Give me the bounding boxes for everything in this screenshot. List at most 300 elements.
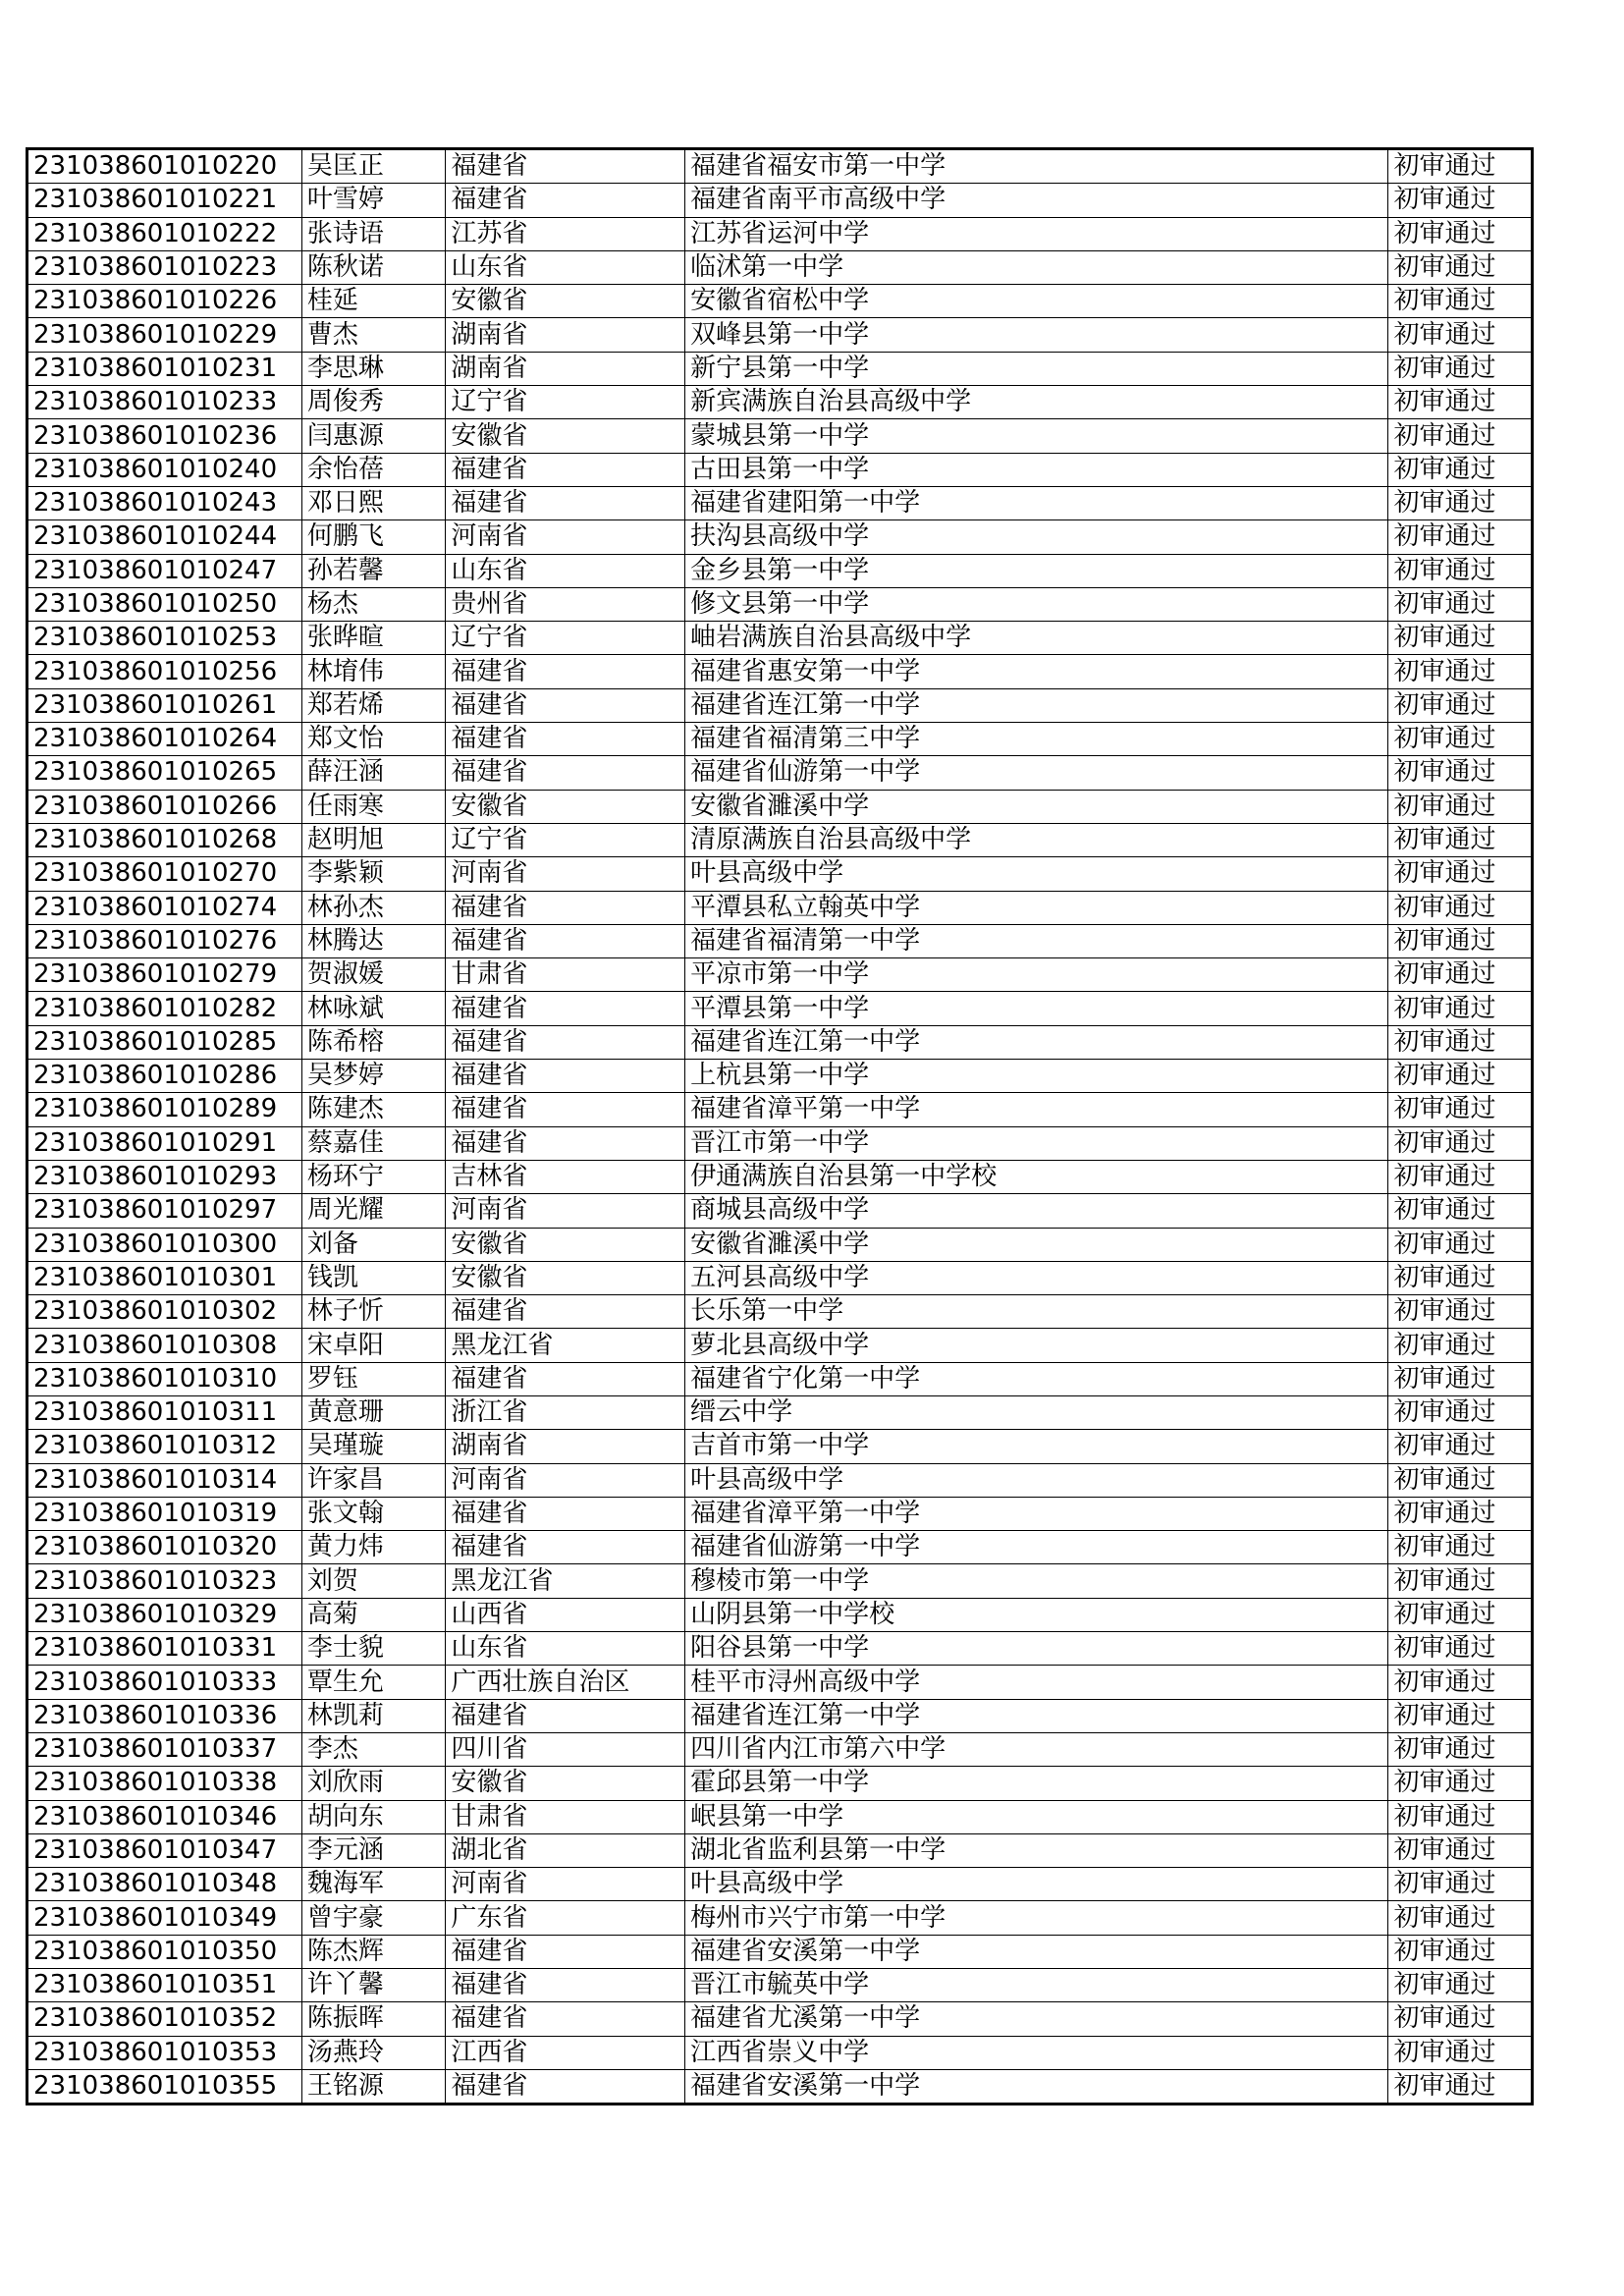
candidate-name-cell: 吴匡正 <box>301 149 445 184</box>
table-row <box>27 1261 1533 1294</box>
candidate-id-cell: 231038601010261 <box>27 688 302 722</box>
candidate-id-cell: 231038601010266 <box>27 790 302 823</box>
table-row <box>27 352 1533 385</box>
candidate-name-cell: 李紫颖 <box>301 857 445 891</box>
review-status-cell: 初审通过 <box>1388 1261 1533 1294</box>
school-cell: 福建省安溪第一中学 <box>685 2069 1388 2104</box>
candidate-id-cell: 231038601010233 <box>27 386 302 419</box>
candidate-id-cell: 231038601010244 <box>27 520 302 554</box>
review-status-cell: 初审通过 <box>1388 149 1533 184</box>
candidate-name-cell: 林腾达 <box>301 924 445 957</box>
school-cell: 清原满族自治县高级中学 <box>685 823 1388 856</box>
roster-table <box>26 147 1534 2105</box>
table-row <box>27 1800 1533 1833</box>
table-row <box>27 386 1533 419</box>
province-cell: 山东省 <box>446 250 685 284</box>
province-cell: 湖南省 <box>446 352 685 385</box>
province-cell: 山西省 <box>446 1598 685 1631</box>
school-cell: 梅州市兴宁市第一中学 <box>685 1901 1388 1935</box>
table-row <box>27 1935 1533 1968</box>
province-cell: 辽宁省 <box>446 823 685 856</box>
candidate-id-cell: 231038601010293 <box>27 1160 302 1193</box>
review-status-cell: 初审通过 <box>1388 958 1533 992</box>
province-cell: 福建省 <box>446 2002 685 2036</box>
province-cell: 山东省 <box>446 554 685 587</box>
province-cell: 安徽省 <box>446 1228 685 1261</box>
candidate-name-cell: 魏海军 <box>301 1868 445 1901</box>
candidate-name-cell: 陈振晖 <box>301 2002 445 2036</box>
review-status-cell: 初审通过 <box>1388 520 1533 554</box>
candidate-id-cell: 231038601010229 <box>27 318 302 352</box>
candidate-id-cell: 231038601010349 <box>27 1901 302 1935</box>
table-row <box>27 655 1533 688</box>
review-status-cell: 初审通过 <box>1388 1969 1533 2002</box>
review-status-cell: 初审通过 <box>1388 217 1533 250</box>
candidate-id-cell: 231038601010243 <box>27 486 302 519</box>
table-row <box>27 1531 1533 1564</box>
school-cell: 安徽省濉溪中学 <box>685 790 1388 823</box>
candidate-id-cell: 231038601010253 <box>27 622 302 655</box>
review-status-cell: 初审通过 <box>1388 1598 1533 1631</box>
province-cell: 浙江省 <box>446 1395 685 1429</box>
province-cell: 福建省 <box>446 1497 685 1530</box>
school-cell: 岫岩满族自治县高级中学 <box>685 622 1388 655</box>
province-cell: 福建省 <box>446 1060 685 1093</box>
province-cell: 河南省 <box>446 1463 685 1497</box>
school-cell: 福建省连江第一中学 <box>685 1025 1388 1059</box>
roster-sheet <box>26 147 1534 2105</box>
table-row <box>27 958 1533 992</box>
candidate-name-cell: 杨杰 <box>301 587 445 621</box>
table-row <box>27 2002 1533 2036</box>
candidate-id-cell: 231038601010347 <box>27 1833 302 1867</box>
candidate-name-cell: 贺淑媛 <box>301 958 445 992</box>
candidate-name-cell: 叶雪婷 <box>301 184 445 217</box>
review-status-cell: 初审通过 <box>1388 857 1533 891</box>
school-cell: 福建省仙游第一中学 <box>685 756 1388 790</box>
candidate-name-cell: 余怡蓓 <box>301 453 445 486</box>
candidate-name-cell: 张诗语 <box>301 217 445 250</box>
candidate-id-cell: 231038601010279 <box>27 958 302 992</box>
province-cell: 福建省 <box>446 1295 685 1329</box>
school-cell: 新宁县第一中学 <box>685 352 1388 385</box>
candidate-id-cell: 231038601010355 <box>27 2069 302 2104</box>
candidate-name-cell: 赵明旭 <box>301 823 445 856</box>
province-cell: 福建省 <box>446 1093 685 1126</box>
school-cell: 商城县高级中学 <box>685 1194 1388 1228</box>
candidate-id-cell: 231038601010308 <box>27 1329 302 1362</box>
school-cell: 双峰县第一中学 <box>685 318 1388 352</box>
candidate-id-cell: 231038601010352 <box>27 2002 302 2036</box>
province-cell: 甘肃省 <box>446 1800 685 1833</box>
school-cell: 叶县高级中学 <box>685 857 1388 891</box>
school-cell: 上杭县第一中学 <box>685 1060 1388 1093</box>
review-status-cell: 初审通过 <box>1388 1295 1533 1329</box>
candidate-id-cell: 231038601010220 <box>27 149 302 184</box>
candidate-id-cell: 231038601010348 <box>27 1868 302 1901</box>
table-row <box>27 1430 1533 1463</box>
candidate-id-cell: 231038601010250 <box>27 587 302 621</box>
province-cell: 福建省 <box>446 924 685 957</box>
review-status-cell: 初审通过 <box>1388 1126 1533 1160</box>
candidate-id-cell: 231038601010222 <box>27 217 302 250</box>
province-cell: 福建省 <box>446 891 685 924</box>
school-cell: 江苏省运河中学 <box>685 217 1388 250</box>
province-cell: 福建省 <box>446 453 685 486</box>
school-cell: 金乡县第一中学 <box>685 554 1388 587</box>
province-cell: 福建省 <box>446 688 685 722</box>
school-cell: 叶县高级中学 <box>685 1463 1388 1497</box>
review-status-cell: 初审通过 <box>1388 1025 1533 1059</box>
school-cell: 福建省惠安第一中学 <box>685 655 1388 688</box>
review-status-cell: 初审通过 <box>1388 1395 1533 1429</box>
candidate-id-cell: 231038601010338 <box>27 1767 302 1800</box>
table-row <box>27 587 1533 621</box>
table-row <box>27 285 1533 318</box>
review-status-cell: 初审通过 <box>1388 1564 1533 1598</box>
candidate-name-cell: 高菊 <box>301 1598 445 1631</box>
school-cell: 福建省福安市第一中学 <box>685 149 1388 184</box>
review-status-cell: 初审通过 <box>1388 891 1533 924</box>
review-status-cell: 初审通过 <box>1388 790 1533 823</box>
table-row <box>27 1463 1533 1497</box>
school-cell: 叶县高级中学 <box>685 1868 1388 1901</box>
candidate-id-cell: 231038601010331 <box>27 1632 302 1666</box>
school-cell: 山阴县第一中学校 <box>685 1598 1388 1631</box>
table-row <box>27 924 1533 957</box>
table-row <box>27 1093 1533 1126</box>
table-row <box>27 1060 1533 1093</box>
candidate-id-cell: 231038601010314 <box>27 1463 302 1497</box>
candidate-id-cell: 231038601010226 <box>27 285 302 318</box>
candidate-id-cell: 231038601010223 <box>27 250 302 284</box>
review-status-cell: 初审通过 <box>1388 655 1533 688</box>
candidate-name-cell: 李士貌 <box>301 1632 445 1666</box>
table-row <box>27 2069 1533 2104</box>
table-row <box>27 756 1533 790</box>
province-cell: 吉林省 <box>446 1160 685 1193</box>
province-cell: 河南省 <box>446 520 685 554</box>
table-row <box>27 1564 1533 1598</box>
table-row <box>27 318 1533 352</box>
review-status-cell: 初审通过 <box>1388 1868 1533 1901</box>
candidate-name-cell: 任雨寒 <box>301 790 445 823</box>
candidate-name-cell: 罗钰 <box>301 1362 445 1395</box>
candidate-id-cell: 231038601010350 <box>27 1935 302 1968</box>
candidate-name-cell: 张晔暄 <box>301 622 445 655</box>
province-cell: 福建省 <box>446 2069 685 2104</box>
table-row <box>27 1362 1533 1395</box>
province-cell: 广西壮族自治区 <box>446 1666 685 1699</box>
table-row <box>27 688 1533 722</box>
candidate-id-cell: 231038601010256 <box>27 655 302 688</box>
province-cell: 安徽省 <box>446 419 685 453</box>
candidate-id-cell: 231038601010236 <box>27 419 302 453</box>
table-row <box>27 891 1533 924</box>
province-cell: 辽宁省 <box>446 386 685 419</box>
candidate-id-cell: 231038601010353 <box>27 2036 302 2069</box>
province-cell: 福建省 <box>446 723 685 756</box>
table-row <box>27 1497 1533 1530</box>
school-cell: 平凉市第一中学 <box>685 958 1388 992</box>
candidate-name-cell: 李思琳 <box>301 352 445 385</box>
table-row <box>27 1395 1533 1429</box>
candidate-name-cell: 薛汪涵 <box>301 756 445 790</box>
school-cell: 福建省福清第一中学 <box>685 924 1388 957</box>
candidate-name-cell: 刘贺 <box>301 1564 445 1598</box>
candidate-name-cell: 陈建杰 <box>301 1093 445 1126</box>
table-row <box>27 554 1533 587</box>
province-cell: 福建省 <box>446 1531 685 1564</box>
candidate-name-cell: 许丫馨 <box>301 1969 445 2002</box>
province-cell: 福建省 <box>446 1362 685 1395</box>
province-cell: 福建省 <box>446 1699 685 1732</box>
province-cell: 甘肃省 <box>446 958 685 992</box>
review-status-cell: 初审通过 <box>1388 2002 1533 2036</box>
review-status-cell: 初审通过 <box>1388 1767 1533 1800</box>
table-row <box>27 250 1533 284</box>
candidate-id-cell: 231038601010274 <box>27 891 302 924</box>
school-cell: 福建省福清第三中学 <box>685 723 1388 756</box>
candidate-name-cell: 吴梦婷 <box>301 1060 445 1093</box>
candidate-id-cell: 231038601010297 <box>27 1194 302 1228</box>
review-status-cell: 初审通过 <box>1388 1901 1533 1935</box>
candidate-name-cell: 郑若烯 <box>301 688 445 722</box>
school-cell: 穆棱市第一中学 <box>685 1564 1388 1598</box>
candidate-id-cell: 231038601010247 <box>27 554 302 587</box>
review-status-cell: 初审通过 <box>1388 992 1533 1025</box>
table-row <box>27 1329 1533 1362</box>
province-cell: 福建省 <box>446 992 685 1025</box>
candidate-id-cell: 231038601010346 <box>27 1800 302 1833</box>
candidate-id-cell: 231038601010240 <box>27 453 302 486</box>
table-row <box>27 453 1533 486</box>
review-status-cell: 初审通过 <box>1388 352 1533 385</box>
table-row <box>27 1632 1533 1666</box>
table-row <box>27 1025 1533 1059</box>
province-cell: 江苏省 <box>446 217 685 250</box>
candidate-name-cell: 黄力炜 <box>301 1531 445 1564</box>
province-cell: 四川省 <box>446 1732 685 1766</box>
review-status-cell: 初审通过 <box>1388 1699 1533 1732</box>
province-cell: 福建省 <box>446 1126 685 1160</box>
candidate-name-cell: 闫惠源 <box>301 419 445 453</box>
candidate-name-cell: 黄意珊 <box>301 1395 445 1429</box>
school-cell: 平潭县第一中学 <box>685 992 1388 1025</box>
school-cell: 湖北省监利县第一中学 <box>685 1833 1388 1867</box>
candidate-id-cell: 231038601010282 <box>27 992 302 1025</box>
school-cell: 四川省内江市第六中学 <box>685 1732 1388 1766</box>
candidate-name-cell: 刘备 <box>301 1228 445 1261</box>
review-status-cell: 初审通过 <box>1388 688 1533 722</box>
candidate-id-cell: 231038601010323 <box>27 1564 302 1598</box>
school-cell: 福建省建阳第一中学 <box>685 486 1388 519</box>
review-status-cell: 初审通过 <box>1388 1497 1533 1530</box>
province-cell: 福建省 <box>446 655 685 688</box>
candidate-id-cell: 231038601010302 <box>27 1295 302 1329</box>
province-cell: 贵州省 <box>446 587 685 621</box>
candidate-name-cell: 吴瑾璇 <box>301 1430 445 1463</box>
candidate-id-cell: 231038601010310 <box>27 1362 302 1395</box>
candidate-name-cell: 林孙杰 <box>301 891 445 924</box>
candidate-name-cell: 何鹏飞 <box>301 520 445 554</box>
review-status-cell: 初审通过 <box>1388 453 1533 486</box>
candidate-id-cell: 231038601010312 <box>27 1430 302 1463</box>
review-status-cell: 初审通过 <box>1388 386 1533 419</box>
review-status-cell: 初审通过 <box>1388 756 1533 790</box>
candidate-name-cell: 张文翰 <box>301 1497 445 1530</box>
candidate-name-cell: 林凯莉 <box>301 1699 445 1732</box>
school-cell: 修文县第一中学 <box>685 587 1388 621</box>
school-cell: 福建省连江第一中学 <box>685 688 1388 722</box>
school-cell: 蒙城县第一中学 <box>685 419 1388 453</box>
candidate-name-cell: 郑文怡 <box>301 723 445 756</box>
candidate-name-cell: 周俊秀 <box>301 386 445 419</box>
province-cell: 福建省 <box>446 486 685 519</box>
review-status-cell: 初审通过 <box>1388 1228 1533 1261</box>
review-status-cell: 初审通过 <box>1388 486 1533 519</box>
table-row <box>27 1666 1533 1699</box>
province-cell: 河南省 <box>446 857 685 891</box>
candidate-id-cell: 231038601010301 <box>27 1261 302 1294</box>
candidate-id-cell: 231038601010268 <box>27 823 302 856</box>
candidate-id-cell: 231038601010289 <box>27 1093 302 1126</box>
school-cell: 平潭县私立翰英中学 <box>685 891 1388 924</box>
province-cell: 福建省 <box>446 1935 685 1968</box>
candidate-name-cell: 陈杰辉 <box>301 1935 445 1968</box>
candidate-name-cell: 林子忻 <box>301 1295 445 1329</box>
candidate-name-cell: 陈秋诺 <box>301 250 445 284</box>
province-cell: 河南省 <box>446 1868 685 1901</box>
candidate-id-cell: 231038601010221 <box>27 184 302 217</box>
candidate-name-cell: 桂延 <box>301 285 445 318</box>
table-row <box>27 1598 1533 1631</box>
school-cell: 福建省安溪第一中学 <box>685 1935 1388 1968</box>
candidate-id-cell: 231038601010351 <box>27 1969 302 2002</box>
table-row <box>27 1732 1533 1766</box>
school-cell: 晋江市第一中学 <box>685 1126 1388 1160</box>
review-status-cell: 初审通过 <box>1388 554 1533 587</box>
table-row <box>27 1901 1533 1935</box>
table-row <box>27 622 1533 655</box>
review-status-cell: 初审通过 <box>1388 250 1533 284</box>
table-row <box>27 1699 1533 1732</box>
review-status-cell: 初审通过 <box>1388 1430 1533 1463</box>
candidate-name-cell: 汤燕玲 <box>301 2036 445 2069</box>
review-status-cell: 初审通过 <box>1388 1833 1533 1867</box>
table-row <box>27 486 1533 519</box>
school-cell: 福建省宁化第一中学 <box>685 1362 1388 1395</box>
roster-body <box>27 149 1533 2105</box>
table-row <box>27 184 1533 217</box>
review-status-cell: 初审通过 <box>1388 1160 1533 1193</box>
candidate-id-cell: 231038601010337 <box>27 1732 302 1766</box>
candidate-id-cell: 231038601010285 <box>27 1025 302 1059</box>
school-cell: 福建省尤溪第一中学 <box>685 2002 1388 2036</box>
table-row <box>27 1194 1533 1228</box>
candidate-id-cell: 231038601010333 <box>27 1666 302 1699</box>
table-row <box>27 217 1533 250</box>
province-cell: 黑龙江省 <box>446 1564 685 1598</box>
province-cell: 安徽省 <box>446 790 685 823</box>
candidate-id-cell: 231038601010286 <box>27 1060 302 1093</box>
school-cell: 福建省仙游第一中学 <box>685 1531 1388 1564</box>
province-cell: 福建省 <box>446 1969 685 2002</box>
review-status-cell: 初审通过 <box>1388 1935 1533 1968</box>
province-cell: 黑龙江省 <box>446 1329 685 1362</box>
candidate-id-cell: 231038601010300 <box>27 1228 302 1261</box>
review-status-cell: 初审通过 <box>1388 1666 1533 1699</box>
school-cell: 福建省南平市高级中学 <box>685 184 1388 217</box>
review-status-cell: 初审通过 <box>1388 1463 1533 1497</box>
candidate-name-cell: 曹杰 <box>301 318 445 352</box>
review-status-cell: 初审通过 <box>1388 1362 1533 1395</box>
candidate-name-cell: 王铭源 <box>301 2069 445 2104</box>
candidate-name-cell: 林堉伟 <box>301 655 445 688</box>
candidate-name-cell: 陈希榕 <box>301 1025 445 1059</box>
review-status-cell: 初审通过 <box>1388 1531 1533 1564</box>
table-row <box>27 790 1533 823</box>
review-status-cell: 初审通过 <box>1388 2036 1533 2069</box>
candidate-id-cell: 231038601010276 <box>27 924 302 957</box>
candidate-name-cell: 林咏斌 <box>301 992 445 1025</box>
review-status-cell: 初审通过 <box>1388 184 1533 217</box>
school-cell: 古田县第一中学 <box>685 453 1388 486</box>
candidate-name-cell: 许家昌 <box>301 1463 445 1497</box>
candidate-name-cell: 邓日熙 <box>301 486 445 519</box>
table-row <box>27 723 1533 756</box>
candidate-id-cell: 231038601010311 <box>27 1395 302 1429</box>
table-row <box>27 2036 1533 2069</box>
province-cell: 山东省 <box>446 1632 685 1666</box>
review-status-cell: 初审通过 <box>1388 924 1533 957</box>
candidate-id-cell: 231038601010270 <box>27 857 302 891</box>
province-cell: 江西省 <box>446 2036 685 2069</box>
table-row <box>27 992 1533 1025</box>
school-cell: 扶沟县高级中学 <box>685 520 1388 554</box>
candidate-id-cell: 231038601010231 <box>27 352 302 385</box>
review-status-cell: 初审通过 <box>1388 1093 1533 1126</box>
table-row <box>27 1295 1533 1329</box>
school-cell: 吉首市第一中学 <box>685 1430 1388 1463</box>
school-cell: 福建省漳平第一中学 <box>685 1093 1388 1126</box>
school-cell: 霍邱县第一中学 <box>685 1767 1388 1800</box>
candidate-id-cell: 231038601010329 <box>27 1598 302 1631</box>
school-cell: 安徽省濉溪中学 <box>685 1228 1388 1261</box>
candidate-name-cell: 李杰 <box>301 1732 445 1766</box>
review-status-cell: 初审通过 <box>1388 1732 1533 1766</box>
review-status-cell: 初审通过 <box>1388 587 1533 621</box>
review-status-cell: 初审通过 <box>1388 2069 1533 2104</box>
school-cell: 江西省崇义中学 <box>685 2036 1388 2069</box>
candidate-name-cell: 杨环宁 <box>301 1160 445 1193</box>
school-cell: 阳谷县第一中学 <box>685 1632 1388 1666</box>
candidate-name-cell: 蔡嘉佳 <box>301 1126 445 1160</box>
candidate-name-cell: 曾宇豪 <box>301 1901 445 1935</box>
review-status-cell: 初审通过 <box>1388 318 1533 352</box>
table-row <box>27 1767 1533 1800</box>
review-status-cell: 初审通过 <box>1388 723 1533 756</box>
review-status-cell: 初审通过 <box>1388 823 1533 856</box>
province-cell: 安徽省 <box>446 1261 685 1294</box>
review-status-cell: 初审通过 <box>1388 1329 1533 1362</box>
candidate-name-cell: 宋卓阳 <box>301 1329 445 1362</box>
candidate-id-cell: 231038601010320 <box>27 1531 302 1564</box>
candidate-name-cell: 刘欣雨 <box>301 1767 445 1800</box>
school-cell: 岷县第一中学 <box>685 1800 1388 1833</box>
review-status-cell: 初审通过 <box>1388 622 1533 655</box>
province-cell: 湖南省 <box>446 318 685 352</box>
